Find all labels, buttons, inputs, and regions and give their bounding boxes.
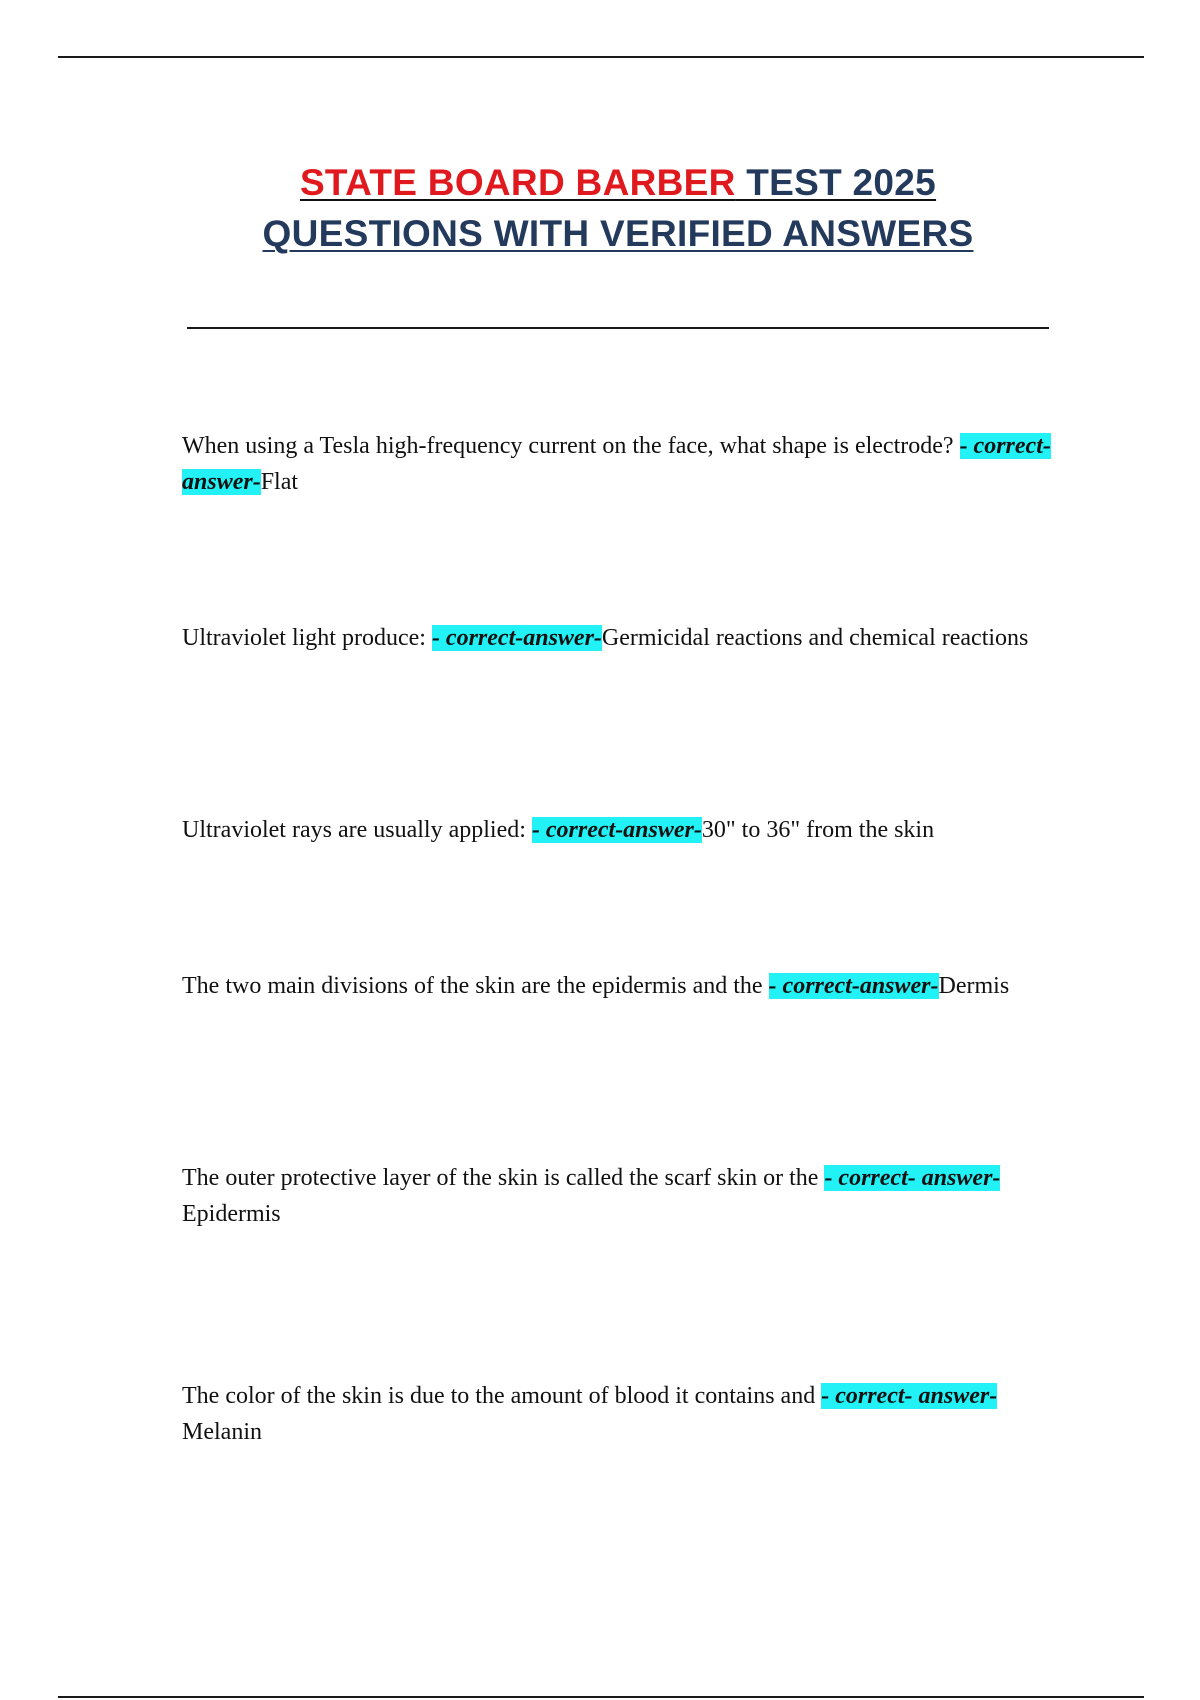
- page-top-rule: [58, 56, 1144, 58]
- title-red-text: STATE BOARD BARBER: [299, 162, 736, 203]
- answer-text: Epidermis: [182, 1201, 281, 1227]
- answer-text: Melanin: [182, 1419, 262, 1445]
- answer-text: Flat: [260, 469, 299, 495]
- answer-text: 30" to 36" from the skin: [701, 817, 935, 843]
- answer-text: Dermis: [938, 973, 1010, 999]
- question-text: The color of the skin is due to the amount of blood it contains and: [182, 1383, 822, 1409]
- question-text: Ultraviolet light produce:: [182, 625, 432, 651]
- title-line-2: QUESTIONS WITH VERIFIED ANSWERS: [262, 213, 974, 254]
- question-text: The outer protective layer of the skin is called the scarf skin or the: [182, 1165, 825, 1191]
- page-bottom-rule: [58, 1696, 1144, 1698]
- question-text: When using a Tesla high-frequency current on the face, what shape is electrode?: [182, 433, 960, 459]
- title-line-1: [300, 162, 936, 203]
- answer-text: Germicidal reactions and chemical reactions: [601, 625, 1029, 651]
- correct-answer-marker: - correct- answer-: [821, 1383, 998, 1409]
- title-navy-text: TEST 2025: [735, 162, 937, 203]
- question-text: Ultraviolet rays are usually applied:: [182, 817, 532, 843]
- qa-item: [182, 1378, 1052, 1450]
- title-divider: [187, 327, 1049, 329]
- document-title: [0, 157, 1200, 259]
- correct-answer-marker: - correct-answer-: [431, 625, 602, 651]
- qa-item: [182, 968, 1052, 1004]
- correct-answer-marker: - correct-answer-: [531, 817, 702, 843]
- correct-answer-marker: - correct-answer-: [182, 433, 1051, 495]
- correct-answer-marker: - correct-answer-: [768, 973, 939, 999]
- qa-item: [182, 812, 1052, 848]
- question-text: The two main divisions of the skin are the epidermis and the: [182, 973, 769, 999]
- qa-item: [182, 428, 1052, 500]
- correct-answer-marker: - correct- answer-: [824, 1165, 1001, 1191]
- qa-item: [182, 620, 1052, 656]
- qa-item: [182, 1160, 1052, 1232]
